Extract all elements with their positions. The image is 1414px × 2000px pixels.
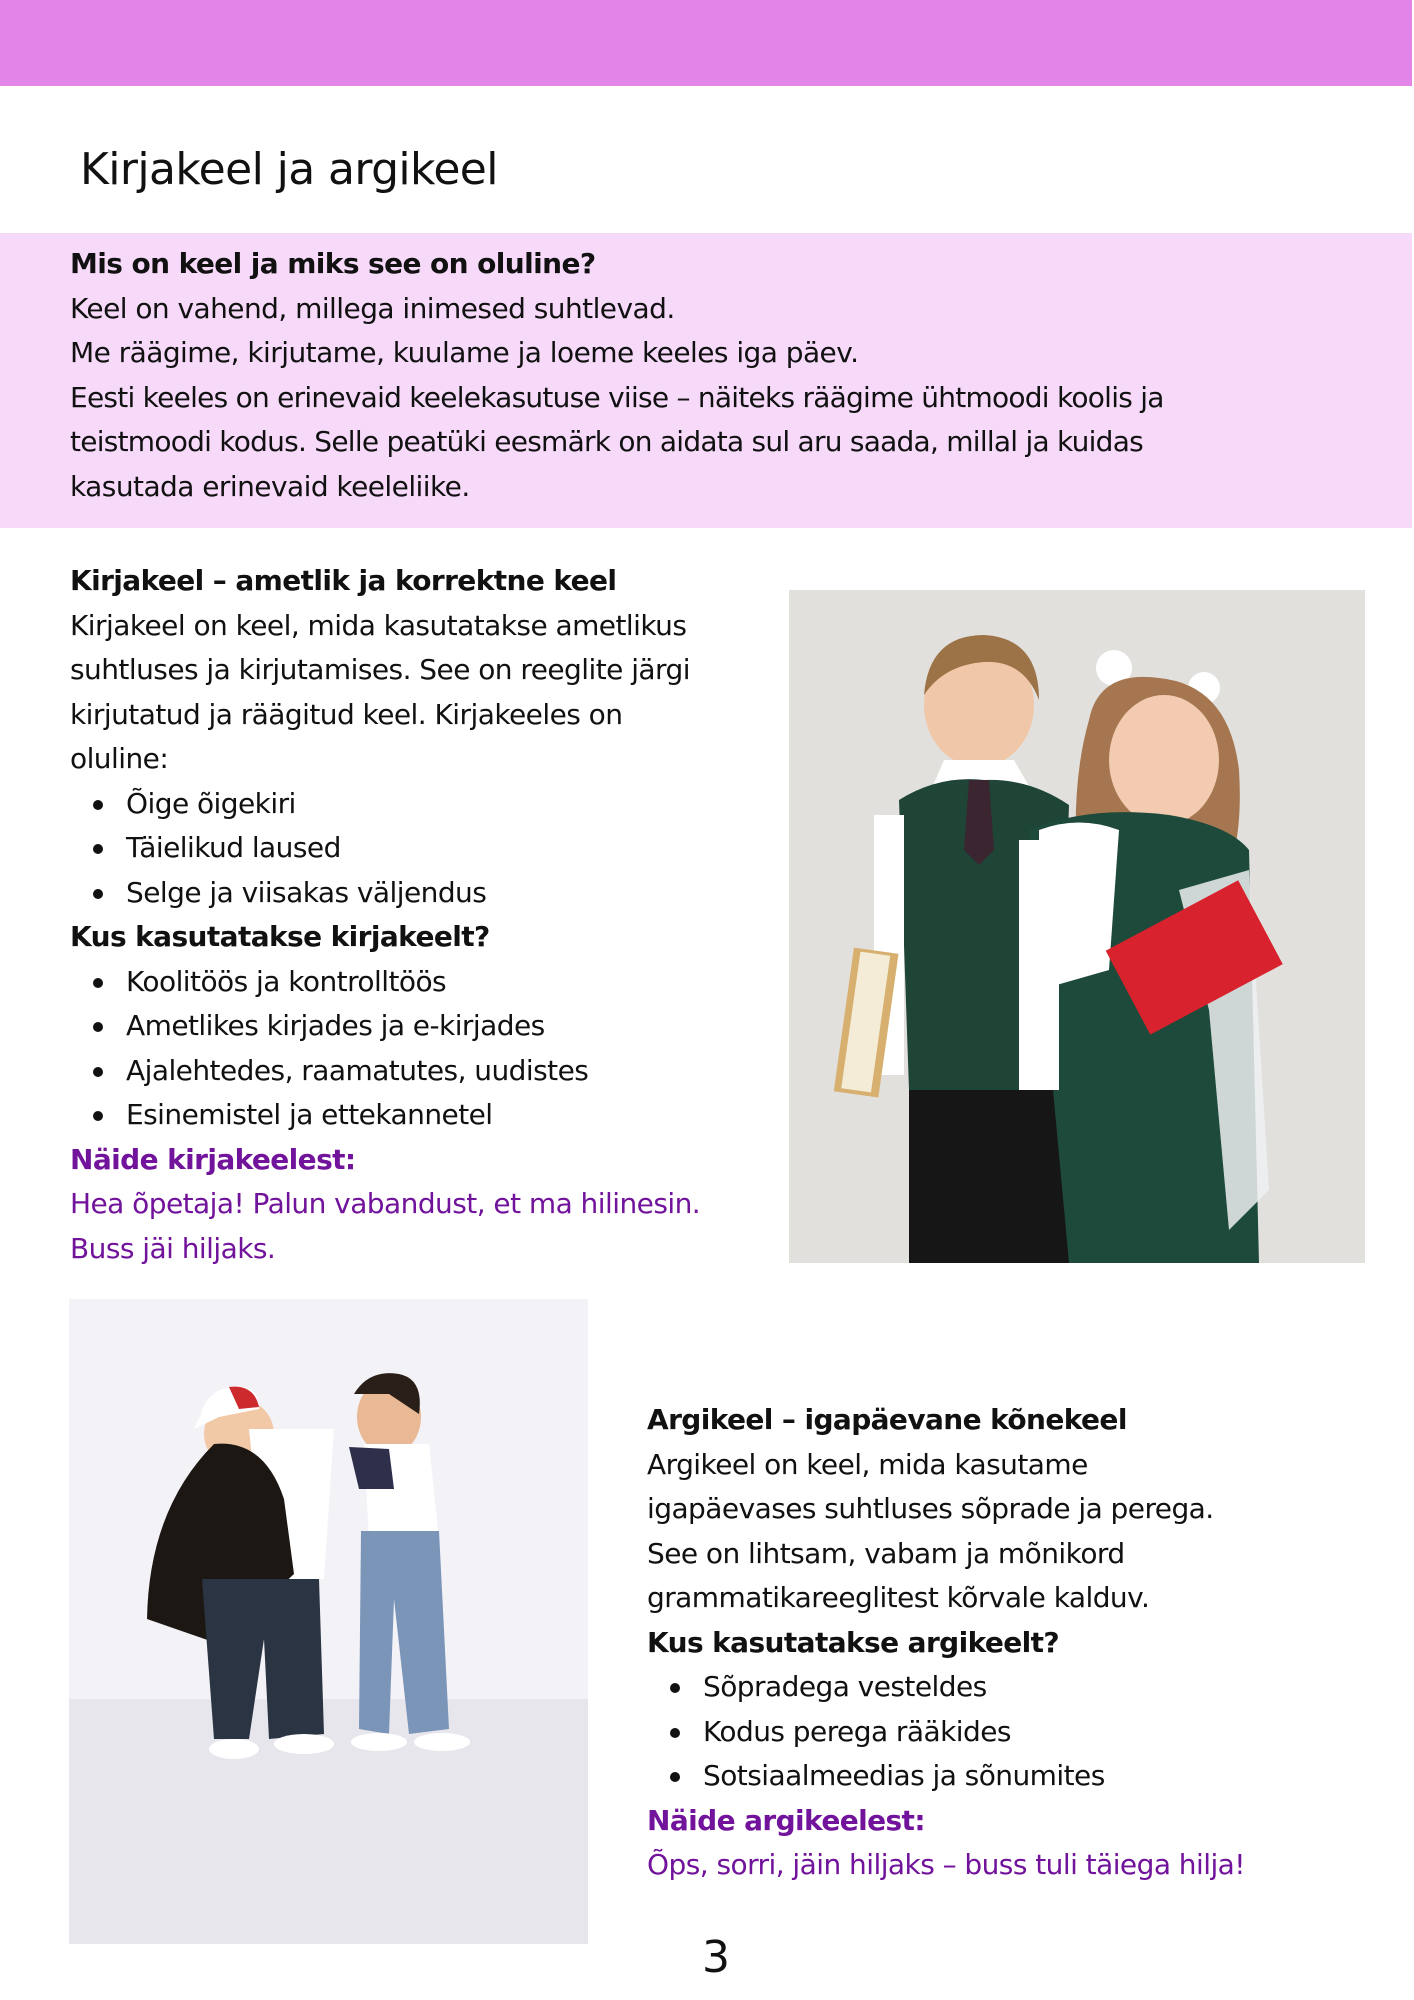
page-title: Kirjakeel ja argikeel [80, 144, 498, 195]
school-children-illustration [789, 590, 1365, 1263]
school-children-photo [789, 590, 1365, 1263]
bullet-icon [93, 889, 103, 899]
list-item: Ajalehtedes, raamatutes, uudistes [70, 1049, 700, 1094]
bullet-icon [670, 1772, 680, 1782]
bullet-icon [93, 844, 103, 854]
kirjakeel-heading: Kirjakeel – ametlik ja korrektne keel [70, 564, 617, 597]
argikeel-line: grammatikareeglitest kõrvale kalduv. [647, 1581, 1150, 1614]
kirjakeel-line: kirjutatud ja räägitud keel. Kirjakeeles on [70, 697, 623, 731]
bullet-icon [670, 1728, 680, 1738]
list-item: Täielikud laused [70, 826, 700, 871]
kirjakeel-line: Kirjakeel on keel, mida kasutatakse ametlikus [70, 608, 687, 642]
argikeel-line: igapäevases suhtluses sõprade ja perega. [647, 1492, 1214, 1525]
list-item: Selge ja viisakas väljendus [70, 871, 700, 916]
kirjakeel-example-heading: Näide kirjakeelest: [70, 1142, 356, 1176]
bullet-icon [93, 978, 103, 988]
kirjakeel-example-line: Buss jäi hiljaks. [70, 1231, 276, 1265]
intro-line: Eesti keeles on erinevaid keelekasutuse viise – näiteks räägime ühtmoodi koolis ja [70, 380, 1164, 414]
list-item: Kodus perega rääkides [647, 1710, 1245, 1755]
intro-line: teistmoodi kodus. Selle peatüki eesmärk on aidata sul aru saada, millal ja kuidas [70, 425, 1143, 458]
argikeel-line: Argikeel on keel, mida kasutame [647, 1447, 1088, 1481]
list-item: Õige õigekiri [70, 782, 700, 827]
teenagers-illustration [69, 1299, 588, 1944]
argikeel-where-heading: Kus kasutatakse argikeelt? [647, 1625, 1060, 1659]
page-number: 3 [702, 1932, 730, 1983]
bullet-icon [93, 1022, 103, 1032]
argikeel-example-heading: Näide argikeelest: [647, 1803, 925, 1837]
teenagers-photo [69, 1299, 588, 1944]
list-item: Koolitöös ja kontrolltöös [70, 960, 700, 1005]
kirjakeel-line: oluline: [70, 742, 169, 775]
bullet-icon [93, 1067, 103, 1077]
kirjakeel-section [70, 559, 700, 1271]
argikeel-section [647, 1398, 1245, 1888]
intro-line: Me räägime, kirjutame, kuulame ja loeme keeles iga päev. [70, 336, 859, 369]
kirjakeel-where-heading: Kus kasutatakse kirjakeelt? [70, 920, 490, 953]
kirjakeel-example-line: Hea õpetaja! Palun vabandust, et ma hilinesin. [70, 1187, 701, 1220]
intro-heading: Mis on keel ja miks see on oluline? [70, 247, 596, 280]
argikeel-heading: Argikeel – igapäevane kõnekeel [647, 1403, 1127, 1436]
intro-section [70, 242, 1164, 509]
bullet-icon [93, 1111, 103, 1121]
list-item: Sotsiaalmeedias ja sõnumites [647, 1754, 1245, 1799]
argikeel-example-line: Õps, sorri, jäin hiljaks – buss tuli täiega hilja! [647, 1848, 1245, 1881]
intro-line: Keel on vahend, millega inimesed suhtlevad. [70, 291, 675, 325]
kirjakeel-line: suhtluses ja kirjutamises. See on reeglite järgi [70, 653, 690, 686]
intro-line: kasutada erinevaid keeleliike. [70, 469, 470, 503]
list-item: Esinemistel ja ettekannetel [70, 1093, 700, 1138]
bullet-icon [670, 1683, 680, 1693]
top-color-bar [0, 0, 1412, 86]
list-item: Sõpradega vesteldes [647, 1665, 1245, 1710]
list-item: Ametlikes kirjades ja e-kirjades [70, 1004, 700, 1049]
bullet-icon [93, 800, 103, 810]
argikeel-line: See on lihtsam, vabam ja mõnikord [647, 1536, 1125, 1570]
